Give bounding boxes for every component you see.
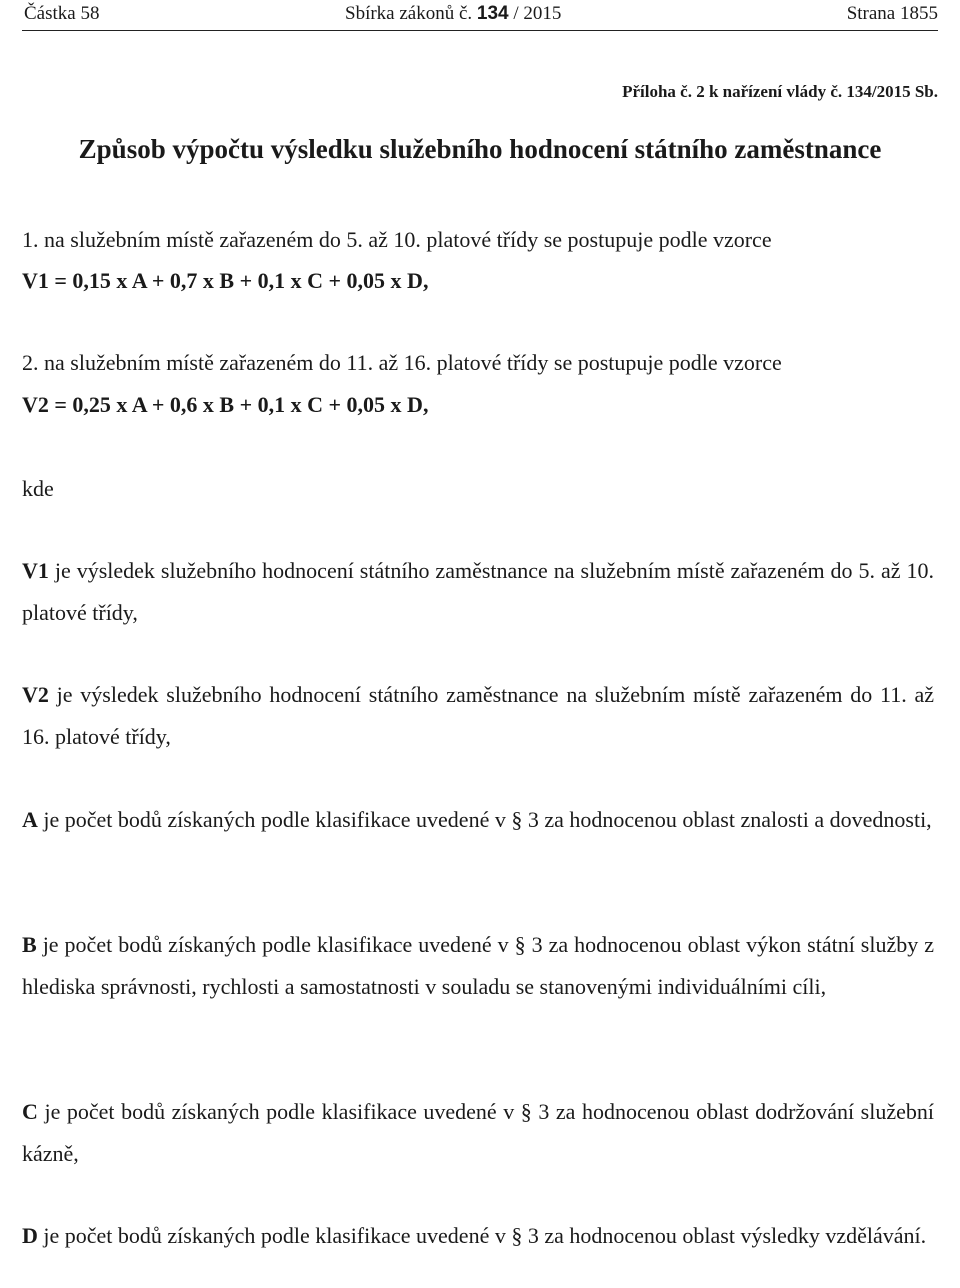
collection-label	[345, 3, 561, 25]
rule-1-text: 1. na služebním místě zařazeném do 5. až 10. platové třídy se postupuje podle vzorce	[22, 227, 772, 252]
definition-text: je počet bodů získaných podle klasifikace uvedené v § 3 za hodnocenou oblast znalosti a dovednosti,	[43, 807, 932, 832]
page-number: Strana 1855	[846, 3, 938, 24]
attachment-label: Příloha č. 2 k nařízení vlády č. 134/2015 Sb.	[622, 82, 938, 101]
collection-prefix: Sbírka zákonů č.	[345, 3, 473, 24]
definition-symbol: A	[22, 807, 38, 832]
definition-b	[22, 924, 934, 1008]
formula-v2: V2 = 0,25 x A + 0,6 x B + 0,1 x C + 0,05 x D,	[22, 392, 429, 417]
definition-text: je výsledek služebního hodnocení státního zaměstnance na služebním místě zařazeném do 11. až 16. platové třídy,	[22, 682, 934, 749]
definition-symbol: C	[22, 1099, 38, 1124]
definition-text: je počet bodů získaných podle klasifikace uvedené v § 3 za hodnocenou oblast výsledky vzdělávání.	[43, 1223, 927, 1248]
issue-part: Částka 58	[24, 3, 100, 24]
formula-v1: V1 = 0,15 x A + 0,7 x B + 0,1 x C + 0,05 x D,	[22, 268, 429, 293]
definition-symbol: V1	[22, 558, 49, 583]
page-title: Způsob výpočtu výsledku služebního hodnocení státního zaměstnance	[78, 134, 882, 164]
definition-symbol: V2	[22, 682, 49, 707]
definition-c	[22, 1091, 934, 1175]
rule-2-text: 2. na služebním místě zařazeném do 11. až 16. platové třídy se postupuje podle vzorce	[22, 350, 782, 375]
definition-v1	[22, 550, 934, 634]
collection-year: / 2015	[513, 3, 562, 24]
where-label: kde	[22, 476, 54, 501]
definition-text: je počet bodů získaných podle klasifikace uvedené v § 3 za hodnocenou oblast dodržování služební kázně,	[22, 1099, 935, 1166]
definition-symbol: B	[22, 932, 37, 957]
definition-text: je počet bodů získaných podle klasifikace uvedené v § 3 za hodnocenou oblast výkon státní služby z hlediska správnosti, rychlosti a samostatnosti v souladu se stanovenými individuálními cíli,	[22, 932, 935, 999]
page-header	[22, 0, 938, 31]
collection-number: 134	[476, 3, 509, 24]
definition-d	[22, 1215, 934, 1257]
definition-symbol: D	[22, 1223, 38, 1248]
definition-v2	[22, 674, 934, 758]
definition-a	[22, 799, 934, 841]
definition-text: je výsledek služebního hodnocení státního zaměstnance na služebním místě zařazeném do 5. až 10. platové třídy,	[22, 558, 934, 625]
